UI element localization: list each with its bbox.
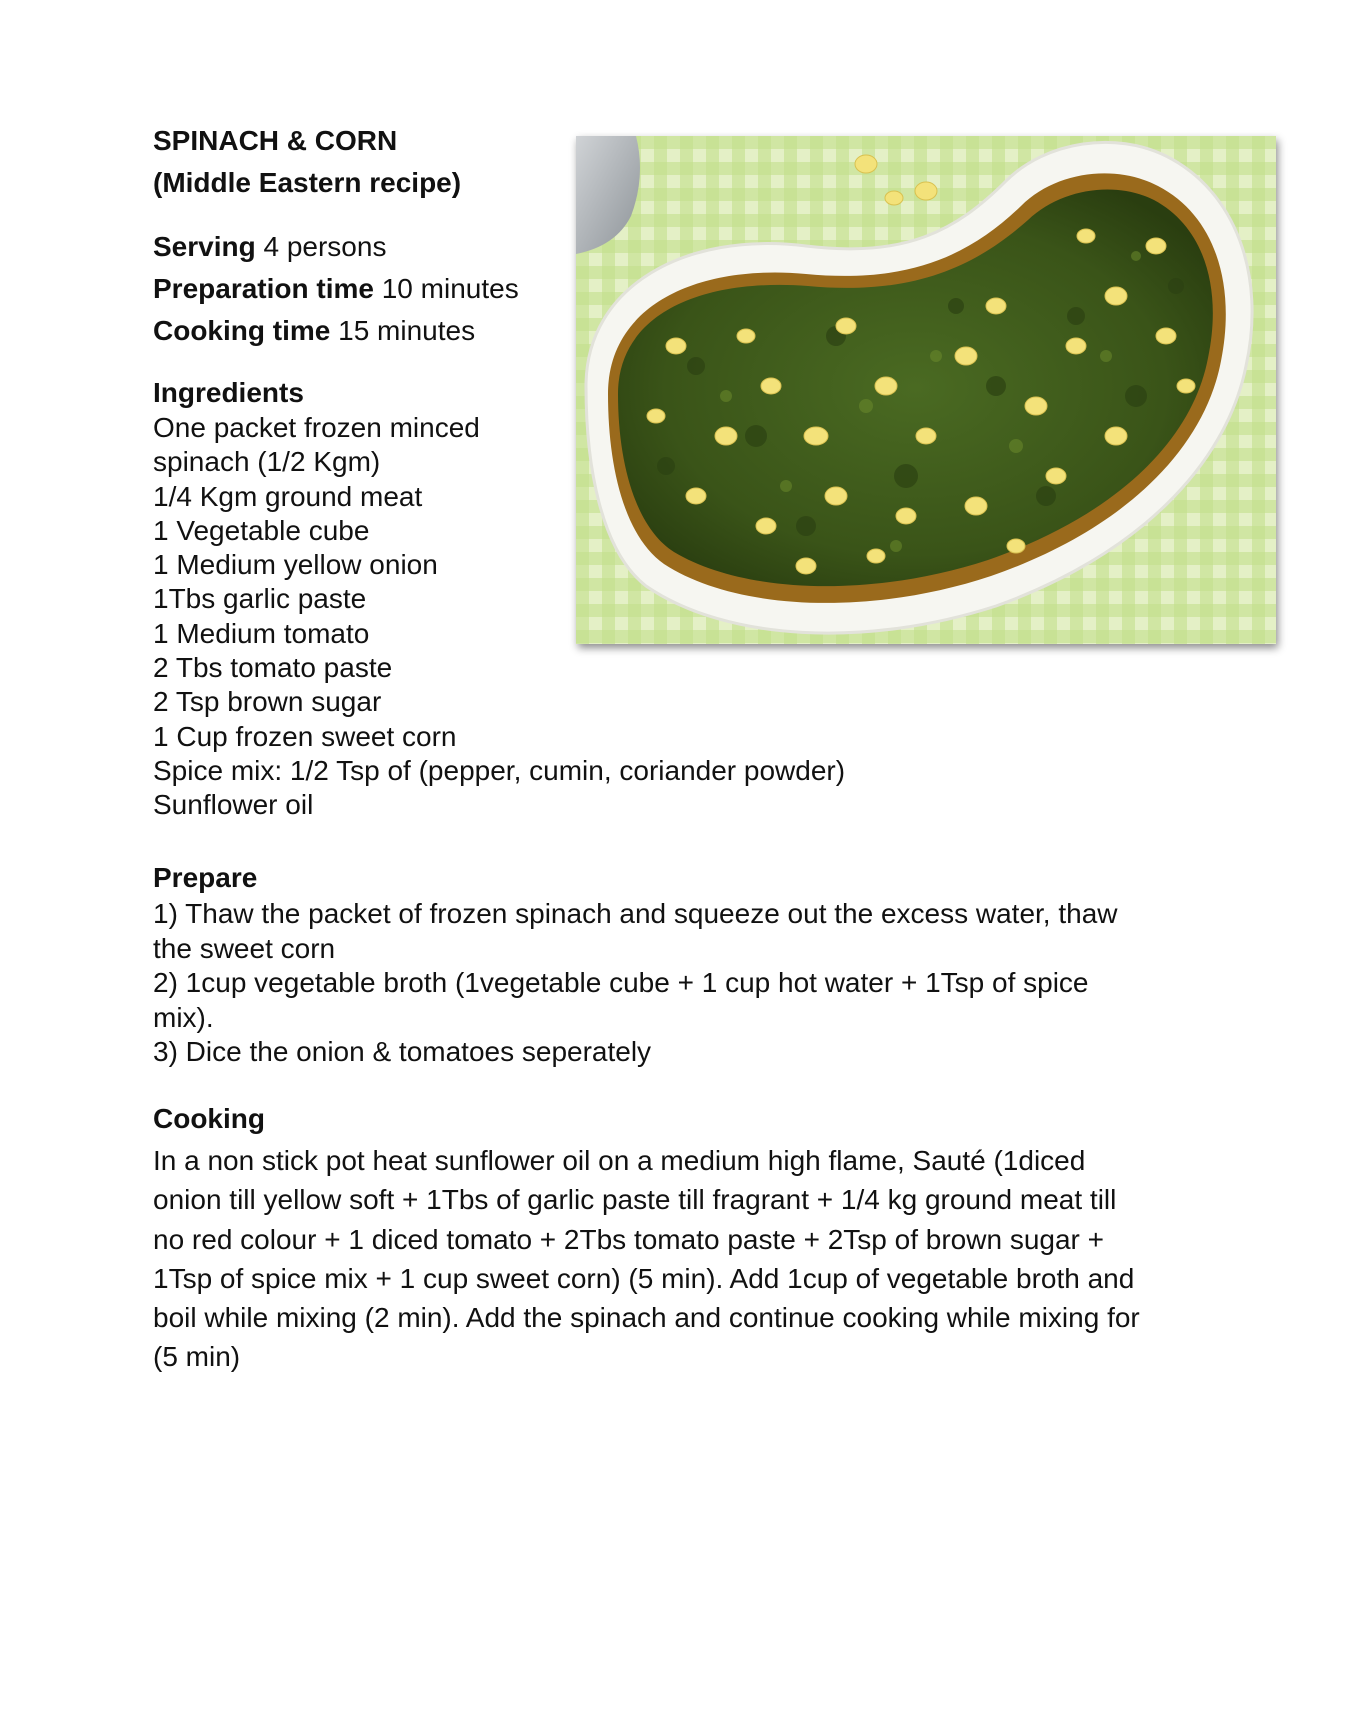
prepare-heading: Prepare bbox=[153, 862, 258, 893]
cook-time-value: 15 minutes bbox=[330, 315, 476, 346]
recipe-title bbox=[153, 120, 461, 204]
cooking-line: no red colour + 1 diced tomato + 2Tbs tomato paste + 2Tsp of brown sugar + bbox=[153, 1223, 1105, 1255]
cooking-line: In a non stick pot heat sunflower oil on a medium high flame, Sauté (1diced bbox=[153, 1145, 1086, 1176]
dish-photo bbox=[576, 136, 1276, 644]
ingredient-line: Spice mix: 1/2 Tsp of (pepper, cumin, coriander powder) bbox=[153, 754, 846, 786]
ingredient-line: 1 Cup frozen sweet corn bbox=[153, 720, 457, 752]
ingredient-line: 1 Medium tomato bbox=[153, 617, 370, 649]
ingredient-line: One packet frozen minced bbox=[153, 412, 480, 443]
prepare-line: 2) 1cup vegetable broth (1vegetable cube + 1 cup hot water + 1Tsp of spice bbox=[153, 967, 1089, 998]
prepare-line: mix). bbox=[153, 1001, 214, 1033]
cooking-line: onion till yellow soft + 1Tbs of garlic paste till fragrant + 1/4 kg ground meat till bbox=[153, 1184, 1117, 1216]
prepare-line: the sweet corn bbox=[153, 932, 336, 964]
ingredient-line: 2 Tsp brown sugar bbox=[153, 686, 382, 718]
ingredient-line: 1 Medium yellow onion bbox=[153, 549, 438, 581]
ingredient-line: Sunflower oil bbox=[153, 789, 314, 821]
prep-time-line bbox=[153, 268, 519, 310]
serving-line bbox=[153, 226, 519, 268]
prepare-line: 1) Thaw the packet of frozen spinach and squeeze out the excess water, thaw bbox=[153, 898, 1118, 929]
ingredient-line: 1/4 Kgm ground meat bbox=[153, 480, 423, 512]
prep-time-value: 10 minutes bbox=[373, 273, 519, 304]
ingredient-line: 2 Tbs tomato paste bbox=[153, 652, 393, 684]
spinach-corn-dish-photo-icon bbox=[576, 136, 1276, 644]
cooking-section bbox=[153, 1099, 1223, 1377]
cooking-line: (5 min) bbox=[153, 1341, 241, 1373]
ingredient-line: 1 Vegetable cube bbox=[153, 514, 370, 546]
recipe-meta bbox=[153, 226, 519, 352]
ingredients-heading: Ingredients bbox=[153, 377, 304, 408]
ingredient-line: 1Tbs garlic paste bbox=[153, 583, 367, 615]
serving-label: Serving bbox=[153, 231, 256, 262]
ingredient-line: spinach (1/2 Kgm) bbox=[153, 446, 381, 478]
cooking-heading: Cooking bbox=[153, 1103, 265, 1134]
prepare-section bbox=[153, 859, 1203, 1070]
prep-time-label: Preparation time bbox=[153, 273, 374, 304]
serving-value: 4 persons bbox=[255, 231, 387, 262]
prepare-line: 3) Dice the onion & tomatoes seperately bbox=[153, 1036, 652, 1067]
cook-time-line bbox=[153, 310, 519, 352]
cooking-line: boil while mixing (2 min). Add the spinach and continue cooking while mixing for bbox=[153, 1302, 1140, 1334]
cook-time-label: Cooking time bbox=[153, 315, 331, 346]
cooking-line: 1Tsp of spice mix + 1 cup sweet corn) (5 min). Add 1cup of vegetable broth and bbox=[153, 1262, 1135, 1294]
recipe-title-subtitle: (Middle Eastern recipe) bbox=[153, 167, 462, 198]
recipe-title-name: SPINACH & CORN bbox=[153, 125, 398, 156]
